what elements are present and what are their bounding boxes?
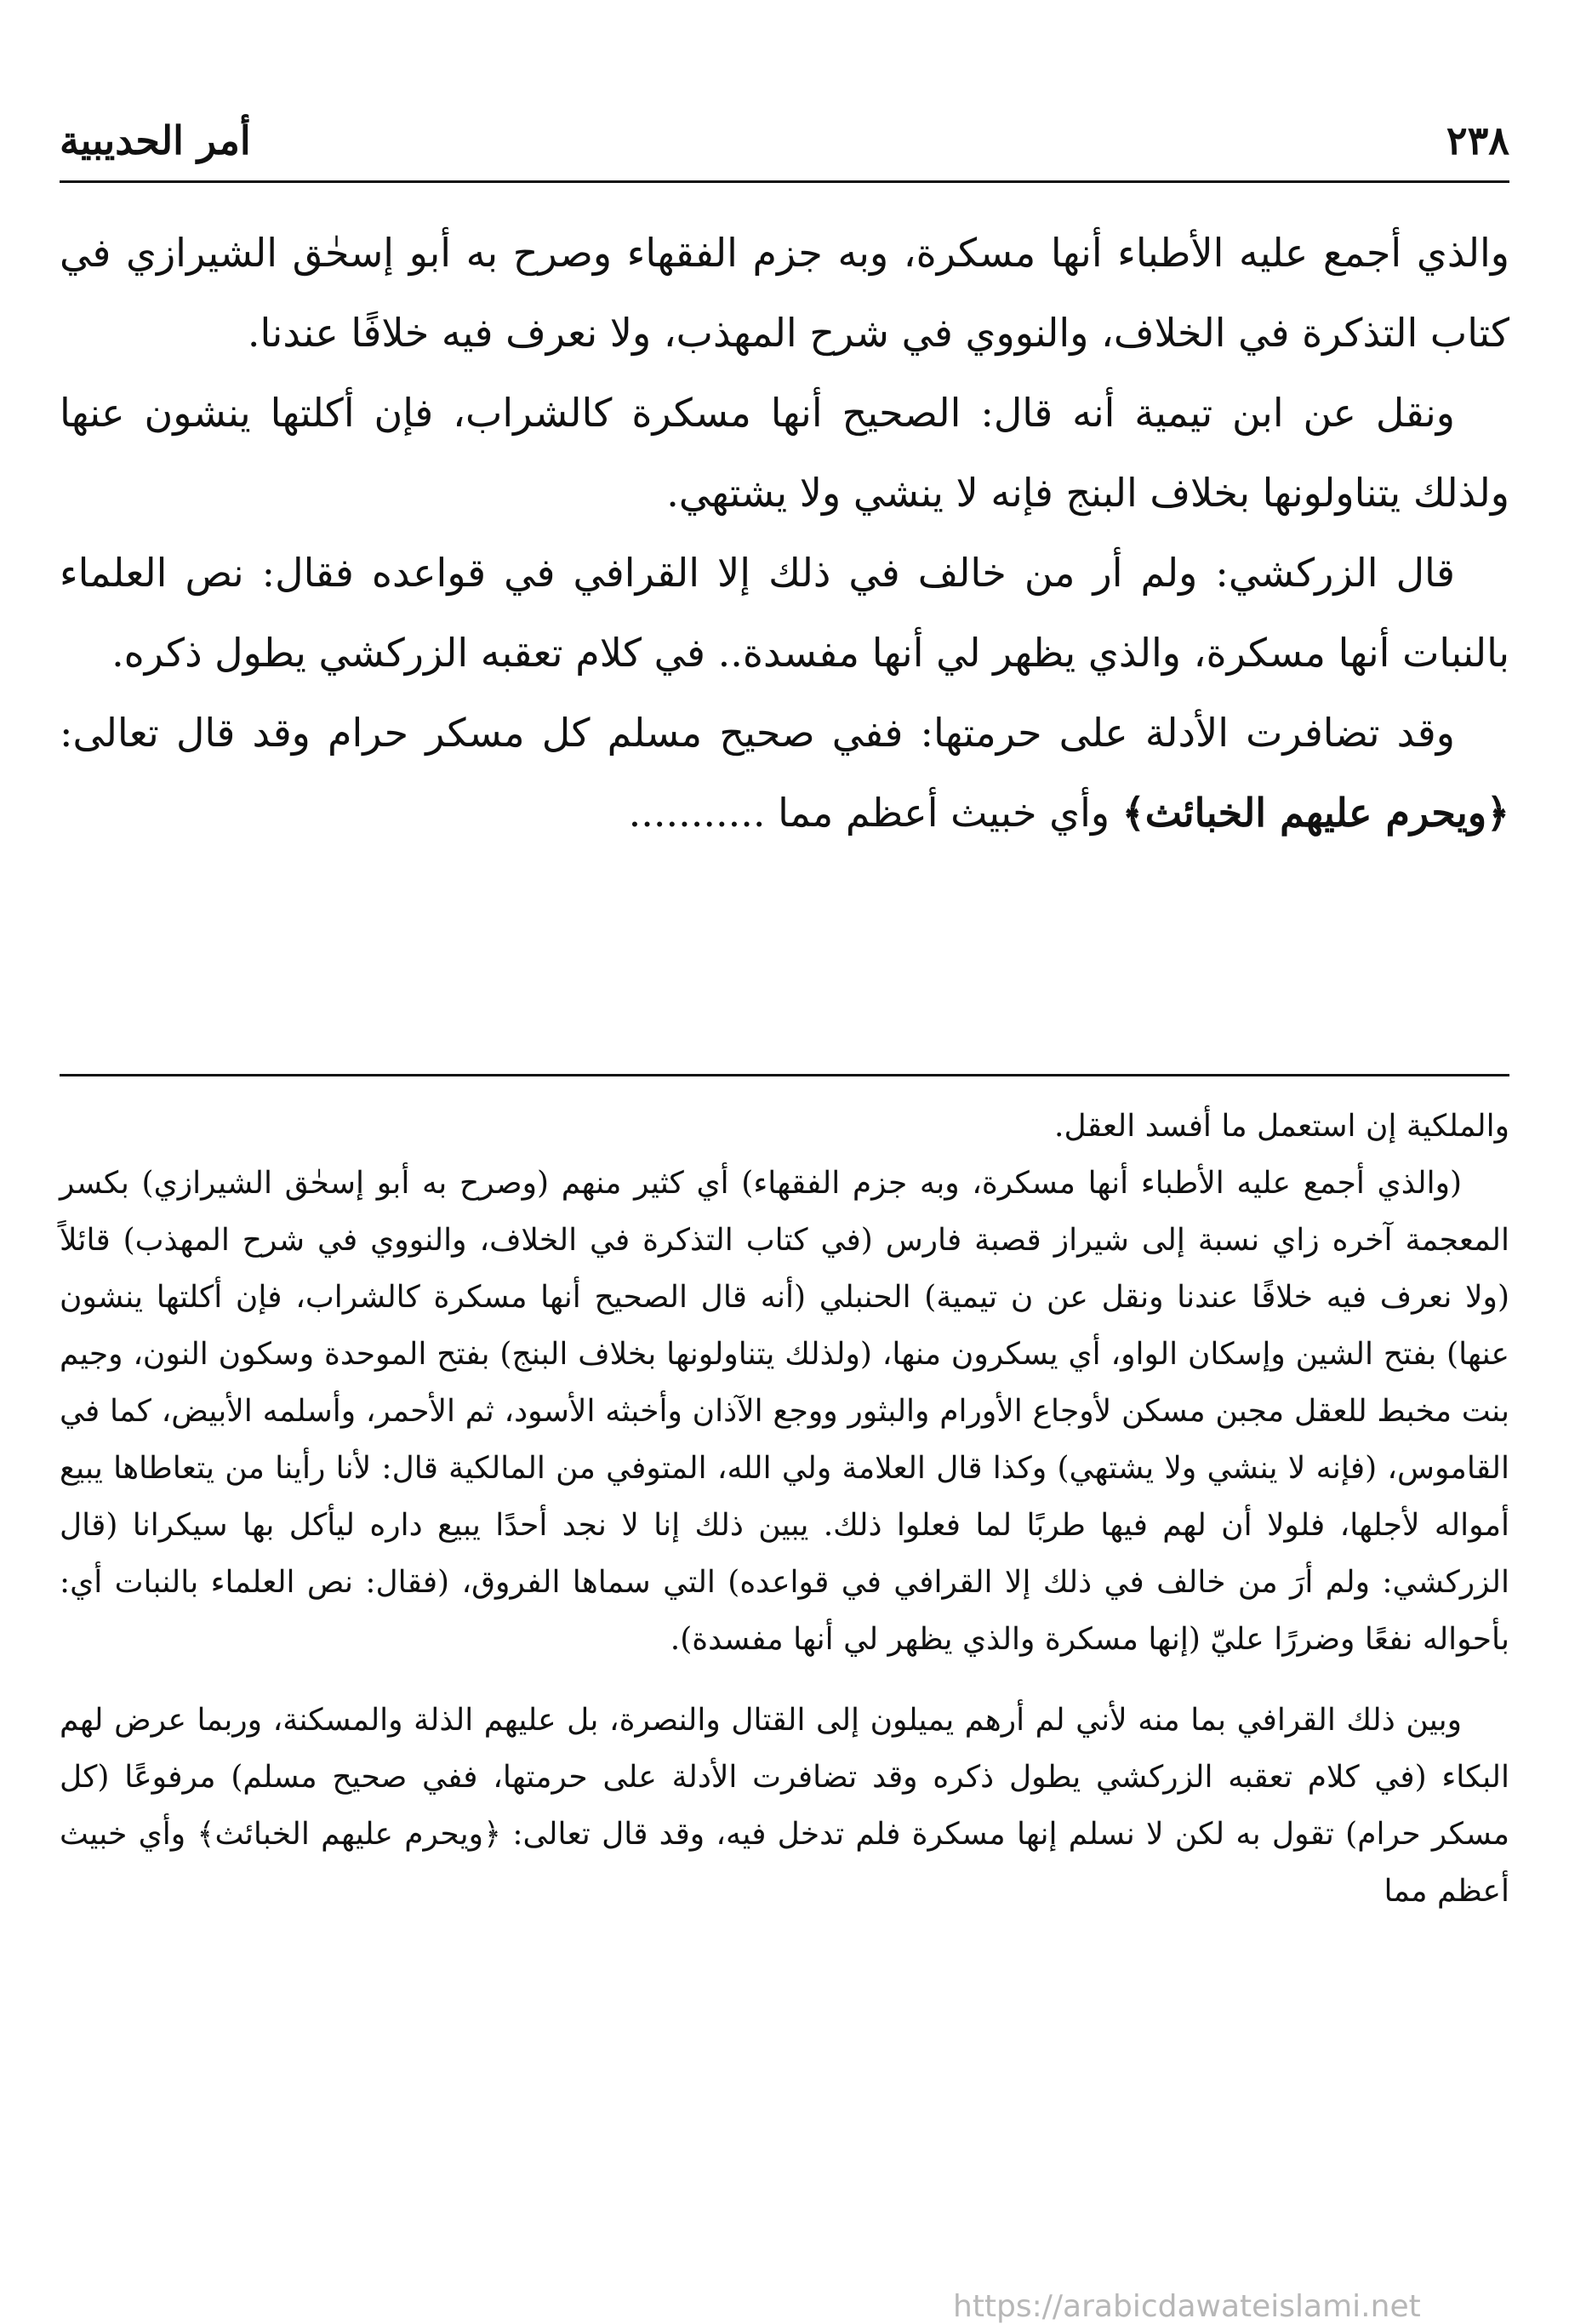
main-paragraph-4-end: وأي خبيث أعظم مما [778, 790, 1122, 836]
main-paragraph-1: والذي أجمع عليه الأطباء أنها مسكرة، وبه جزم الفقهاء وصرح به أبو إسحٰق الشيرازي في كتاب التذكرة في الخلاف، والنووي في شرح المهذب، ولا نعرف فيه خلافًا عندنا. [60, 230, 1509, 356]
page-header [60, 102, 1509, 179]
running-title: أمر الحديبية [60, 117, 251, 163]
commentary-text [60, 1098, 1509, 1920]
main-text [60, 213, 1509, 853]
header-divider [60, 180, 1509, 183]
page-number: ٢٣٨ [1446, 117, 1509, 163]
continuation-dots: ........... [628, 790, 766, 836]
main-paragraph-3: قال الزركشي: ولم أر من خالف في ذلك إلا القرافي في قواعده فقال: نص العلماء بالنبات أنها مسكرة، والذي يظهر لي أنها مفسدة.. في كلام تعقبه الزركشي يطول ذكره. [60, 550, 1509, 676]
main-paragraph-2: ونقل عن ابن تيمية أنه قال: الصحيح أنها مسكرة كالشراب، فإن أكلتها ينشون عنها ولذلك يتناولونها بخلاف البنج فإنه لا ينشي ولا يشتهي. [60, 390, 1509, 516]
commentary-paragraph-2: وبين ذلك القرافي بما منه لأني لم أرهم يميلون إلى القتال والنصرة، بل عليهم الذلة والمسكنة، وربما عرض لهم البكاء (في كلام تعقبه الزركشي يطول ذكره وقد تضافرت الأدلة على حرمتها، ففي صحيح مسلم) مرفوعًا (كل مسكر حرام) تقول به لكن لا نسلم إنها مسكرة فلم تدخل فيه، وقد قال تعالى: ﴿ويحرم عليهم الخبائث﴾ وأي خبيث أعظم مما [60, 1703, 1509, 1909]
source-watermark: https://arabicdawateislami.net [953, 2289, 1421, 2324]
commentary-line-0: والملكية إن استعمل ما أفسد العقل. [1054, 1109, 1509, 1144]
paragraph-gap [60, 1668, 1509, 1692]
commentary-paragraph-1: (والذي أجمع عليه الأطباء أنها مسكرة، وبه جزم الفقهاء) أي كثير منهم (وصرح به أبو إسحٰق الشيرازي) بكسر المعجمة آخره زاي نسبة إلى شيراز قصبة فارس (في كتاب التذكرة في الخلاف، والنووي في شرح المهذب) قائلاً (ولا نعرف فيه خلافًا عندنا ونقل عن ن تيمية) الحنبلي (أنه قال الصحيح أنها مسكرة كالشراب، فإن أكلتها ينشون عنها) بفتح الشين وإسكان الواو، أي يسكرون منها، (ولذلك يتناولونها بخلاف البنج) بفتح الموحدة وسكون النون، وجيم بنت مخبط للعقل مجبن مسكن لأوجاع الأورام والبثور ووجع الآذان وأخبثه الأسود، ثم الأحمر، وأسلمه الأبيض، كما في القاموس، (فإنه لا ينشي ولا يشتهي) وكذا قال العلامة ولي الله، المتوفي من المالكية قال: لأنا رأينا من يتعاطاها يبيع أمواله لأجلها، فلولا أن لهم فيها طربًا لما فعلوا ذلك. يبين ذلك إنا لا نجد أحدًا يبيع داره ليأكل بها سيكرانا (قال الزركشي: ولم أرَ من خالف في ذلك إلا القرافي في قواعده) التي سماها الفروق، (فقال: نص العلماء بالنبات أي: بأحواله نفعًا وضررًا عليّ (إنها مسكرة والذي يظهر لي أنها مفسدة). [60, 1166, 1509, 1657]
commentary-divider [60, 1074, 1509, 1076]
main-paragraph-4 [60, 693, 1509, 853]
main-paragraph-4-text: وقد تضافرت الأدلة على حرمتها: ففي صحيح مسلم كل مسكر حرام وقد قال تعالى: [60, 710, 1455, 756]
quran-quote: ﴿ويحرم عليهم الخبائث﴾ [1121, 790, 1509, 836]
